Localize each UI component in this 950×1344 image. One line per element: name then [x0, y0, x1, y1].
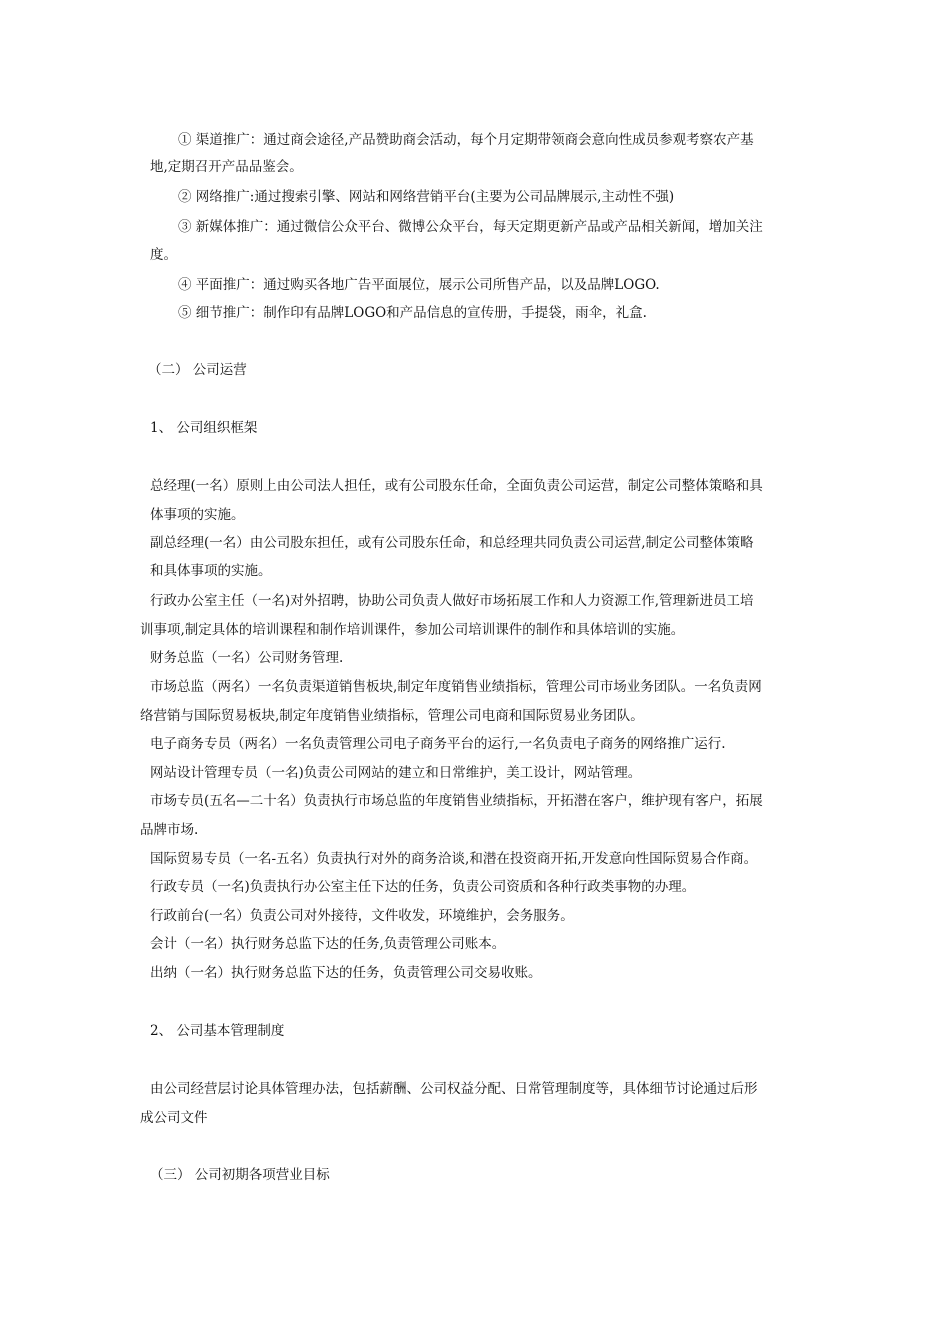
role-gm-line-2: 体事项的实施。: [150, 507, 245, 523]
role-cfo: 财务总监（一名）公司财务管理.: [150, 650, 344, 666]
role-marketing-specialist-line-2: 品牌市场.: [140, 822, 199, 838]
management-paragraph-line-2: 成公司文件: [140, 1110, 208, 1126]
promo-item-4: ④ 平面推广：通过购买各地广告平面展位，展示公司所售产品，以及品牌LOGO.: [178, 277, 660, 293]
role-admin-director-line-2: 训事项,制定具体的培训课程和制作培训课件，参加公司培训课件的制作和具体培训的实施。: [140, 622, 685, 638]
role-dgm-line-2: 和具体事项的实施。: [150, 563, 272, 579]
role-accountant: 会计（一名）执行财务总监下达的任务,负责管理公司账本。: [150, 936, 506, 952]
role-gm-line-1: 总经理(一名）原则上由公司法人担任，或有公司股东任命，全面负责公司运营，制定公司整体策略和具: [150, 478, 763, 494]
role-marketing-specialist-line-1: 市场专员(五名—二十名）负责执行市场总监的年度销售业绩指标，开拓潜在客户，维护现有客户，拓展: [150, 793, 763, 809]
management-paragraph-line-1: 由公司经营层讨论具体管理办法，包括薪酬、公司权益分配、日常管理制度等，具体细节讨论通过后形: [150, 1081, 758, 1097]
subheading-org-structure: 1、 公司组织框架: [150, 420, 258, 436]
role-dgm-line-1: 副总经理(一名）由公司股东担任，或有公司股东任命，和总经理共同负责公司运营,制定公司整体策略: [150, 535, 754, 551]
promo-item-1-line-1: ① 渠道推广：通过商会途径,产品赞助商会活动，每个月定期带领商会意向性成员参观考察农产基: [178, 132, 754, 148]
role-marketing-director-line-1: 市场总监（两名）一名负责渠道销售板块,制定年度销售业绩指标，管理公司市场业务团队。一名负责网: [150, 679, 762, 695]
role-reception: 行政前台(一名）负责公司对外接待，文件收发，环境维护，会务服务。: [150, 908, 574, 924]
role-ecommerce-specialist: 电子商务专员（两名）一名负责管理公司电子商务平台的运行,一名负责电子商务的网络推广运行.: [150, 736, 726, 752]
promo-item-3-line-2: 度。: [150, 247, 177, 263]
role-cashier: 出纳（一名）执行财务总监下达的任务，负责管理公司交易收账。: [150, 965, 542, 981]
promo-item-2: ② 网络推广:通过搜索引擎、网站和网络营销平台(主要为公司品牌展示,主动性不强): [178, 189, 675, 205]
subheading-management-system: 2、 公司基本管理制度: [150, 1023, 285, 1039]
role-admin-specialist: 行政专员（一名)负责执行办公室主任下达的任务，负责公司资质和各种行政类事物的办理。: [150, 879, 696, 895]
role-admin-director-line-1: 行政办公室主任（一名)对外招聘，协助公司负责人做好市场拓展工作和人力资源工作,管理新进员工培: [150, 593, 754, 609]
promo-item-3-line-1: ③ 新媒体推广：通过微信公众平台、微博公众平台，每天定期更新产品或产品相关新闻，增加关注: [178, 219, 763, 235]
section-heading-company-operations: （二） 公司运营: [148, 362, 247, 378]
role-marketing-director-line-2: 络营销与国际贸易板块,制定年度销售业绩指标，管理公司电商和国际贸易业务团队。: [140, 708, 644, 724]
section-heading-initial-targets: （三） 公司初期各项营业目标: [150, 1167, 330, 1183]
role-intl-trade-specialist: 国际贸易专员（一名-五名）负责执行对外的商务洽谈,和潜在投资商开拓,开发意向性国际贸易合作商。: [150, 851, 758, 867]
role-web-specialist: 网站设计管理专员（一名)负责公司网站的建立和日常维护，美工设计，网站管理。: [150, 765, 642, 781]
promo-item-5: ⑤ 细节推广：制作印有品牌LOGO和产品信息的宣传册，手提袋，雨伞，礼盒.: [178, 305, 647, 321]
promo-item-1-line-2: 地,定期召开产品品鉴会。: [150, 159, 303, 175]
